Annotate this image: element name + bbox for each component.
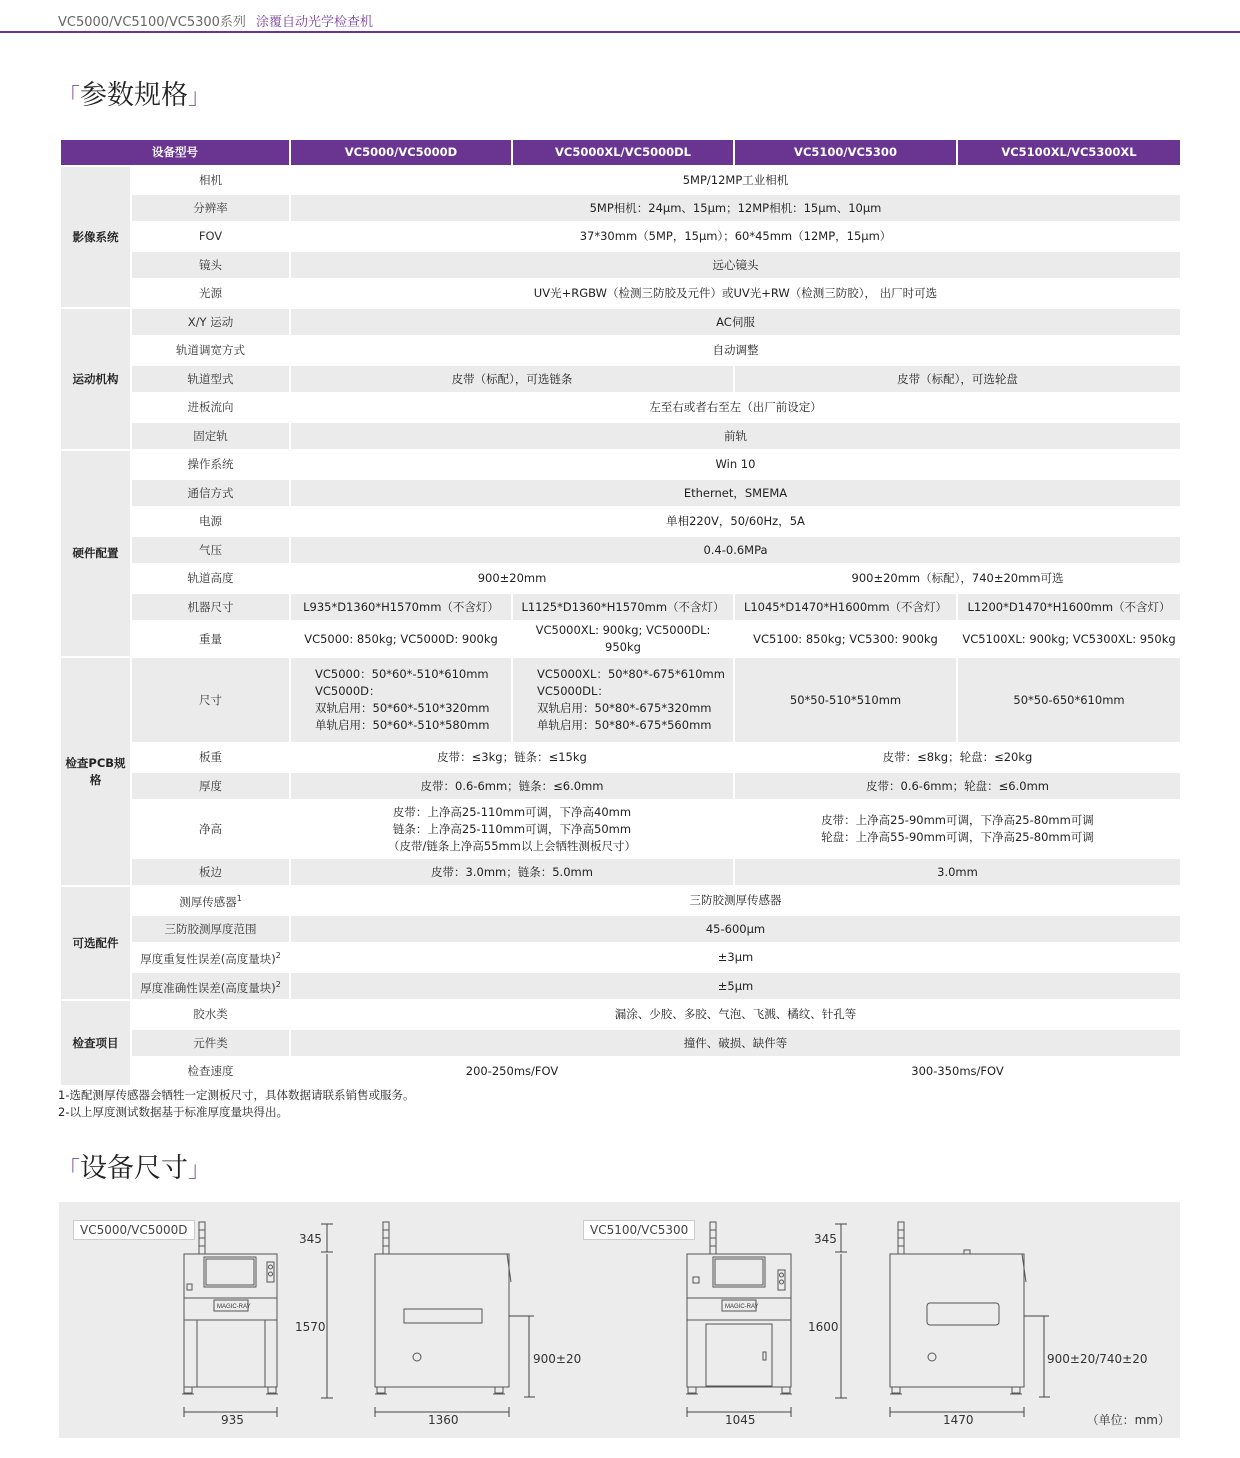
- row-label: 轨道高度: [131, 564, 290, 593]
- table-row: [60, 943, 1181, 972]
- table-row: [60, 915, 1181, 943]
- row-label: 轨道调宽方式: [131, 336, 290, 365]
- footnote-2: 2-以上厚度测试数据基于标准厚度量块得出。: [58, 1105, 288, 1119]
- row-value: 三防胶测厚传感器: [290, 886, 1181, 915]
- row-value: 300-350ms/FOV: [734, 1057, 1181, 1086]
- row-value: Ethernet，SMEMA: [290, 479, 1181, 507]
- row-label: 镜头: [131, 251, 290, 279]
- footnote-1: 1-选配测厚传感器会牺牲一定测板尺寸，具体数据请联系销售或服务。: [58, 1088, 415, 1102]
- row-label: 电源: [131, 507, 290, 536]
- spec-section-title: 「参数规格」: [58, 80, 211, 111]
- dim-height-right: 1600: [808, 1320, 839, 1334]
- row-value: 200-250ms/FOV: [290, 1057, 734, 1086]
- row-label: 气压: [131, 536, 290, 564]
- unit-label: （单位：mm）: [1086, 1413, 1170, 1427]
- row-label: 厚度: [131, 772, 290, 800]
- machine-logo-left: MAGIC-RAY: [217, 1304, 251, 1310]
- row-label: 板边: [131, 858, 290, 886]
- row-value: 皮带（标配），可选轮盘: [734, 365, 1181, 393]
- row-label: 板重: [131, 743, 290, 772]
- dim-depth-right: 1470: [943, 1413, 974, 1427]
- row-label: 分辨率: [131, 194, 290, 222]
- dimension-section-title: 「设备尺寸」: [58, 1153, 211, 1184]
- row-value: 单相220V，50/60Hz，5A: [290, 507, 1181, 536]
- row-value: 前轨: [290, 422, 1181, 450]
- table-row: [60, 1029, 1181, 1057]
- row-label: 三防胶测厚度范围: [131, 915, 290, 943]
- table-row: [60, 365, 1181, 393]
- table-row: [60, 743, 1181, 772]
- row-label: 相机: [131, 166, 290, 194]
- row-value: 自动调整: [290, 336, 1181, 365]
- row-value: 皮带：0.6-6mm；轮盘：≤6.0mm: [734, 772, 1181, 800]
- machine-logo-right: MAGIC-RAY: [725, 1304, 759, 1310]
- row-value: VC5000XL：50*80*-675*610mm VC5000DL： 双轨启用：50*80*-675*320mm 单轨启用：50*80*-675*560mm: [512, 657, 734, 743]
- table-row: [60, 194, 1181, 222]
- dim-width-left: 935: [221, 1413, 244, 1427]
- table-row: [60, 251, 1181, 279]
- product-label: 涂覆自动光学检查机: [255, 15, 373, 30]
- table-row: [60, 657, 1181, 743]
- row-value: 50*50-510*510mm: [734, 657, 957, 743]
- row-value: L1125*D1360*H1570mm（不含灯）: [512, 593, 734, 621]
- spec-table: [59, 138, 1182, 1087]
- footnotes: [58, 1087, 414, 1121]
- row-label: 通信方式: [131, 479, 290, 507]
- row-value: 5MP/12MP工业相机: [290, 166, 1181, 194]
- row-value: 45-600μm: [290, 915, 1181, 943]
- row-label: 光源: [131, 279, 290, 308]
- table-row: [60, 772, 1181, 800]
- row-value: L1200*D1470*H1600mm（不含灯）: [957, 593, 1181, 621]
- dim-width-right: 1045: [725, 1413, 756, 1427]
- header-divider: [0, 31, 1240, 33]
- row-value: 37*30mm（5MP，15μm）；60*45mm（12MP，15μm）: [290, 222, 1181, 251]
- machine-side-right: [890, 1222, 1026, 1394]
- table-row: [60, 536, 1181, 564]
- dim-height-left: 1570: [295, 1320, 326, 1334]
- row-value: 皮带：0.6-6mm；链条：≤6.0mm: [290, 772, 734, 800]
- table-row: [60, 450, 1181, 479]
- row-value: 皮带（标配），可选链条: [290, 365, 734, 393]
- header-model: 设备型号: [60, 139, 290, 166]
- row-label: 重量: [131, 621, 290, 657]
- header-col1: VC5000/VC5000D: [290, 139, 512, 166]
- dim-rail-left: 900±20: [533, 1352, 582, 1366]
- row-label: 测厚传感器$^1$: [131, 886, 290, 915]
- row-label: 机器尺寸: [131, 593, 290, 621]
- row-value: 0.4-0.6MPa: [290, 536, 1181, 564]
- row-value: 50*50-650*610mm: [957, 657, 1181, 743]
- table-row: [60, 336, 1181, 365]
- table-row: [60, 800, 1181, 858]
- category-motion: 运动机构: [60, 308, 131, 450]
- row-value: VC5000XL: 900kg; VC5000DL: 950kg: [512, 621, 734, 657]
- table-row: [60, 1057, 1181, 1086]
- table-row: [60, 308, 1181, 336]
- row-value: ±5μm: [290, 972, 1181, 1000]
- row-label: 净高: [131, 800, 290, 858]
- row-value: Win 10: [290, 450, 1181, 479]
- row-label: 胶水类: [131, 1000, 290, 1029]
- row-label: 进板流向: [131, 393, 290, 422]
- dim-lines-right-side: [890, 1316, 1050, 1417]
- row-value: AC伺服: [290, 308, 1181, 336]
- row-value: VC5100: 850kg; VC5300: 900kg: [734, 621, 957, 657]
- header-col4: VC5100XL/VC5300XL: [957, 139, 1181, 166]
- row-value: L1045*D1470*H1600mm（不含灯）: [734, 593, 957, 621]
- table-row: [60, 393, 1181, 422]
- series-label: VC5000/VC5100/VC5300系列: [58, 15, 246, 30]
- dimension-panel: [59, 1202, 1180, 1438]
- dim-lines-left-side: [375, 1316, 535, 1417]
- row-value: 漏涂、少胶、多胶、气泡、飞溅、橘纹、针孔等: [290, 1000, 1181, 1029]
- row-value: 皮带：≤8kg；轮盘：≤20kg: [734, 743, 1181, 772]
- header-col3: VC5100/VC5300: [734, 139, 957, 166]
- table-row: [60, 1000, 1181, 1029]
- category-imaging: 影像系统: [60, 166, 131, 308]
- row-value: L935*D1360*H1570mm（不含灯）: [290, 593, 512, 621]
- page-header: [58, 11, 373, 30]
- row-value: UV光+RGBW（检测三防胶及元件）或UV光+RW（检测三防胶）， 出厂时可选: [290, 279, 1181, 308]
- category-pcb: 检查PCB规格: [60, 657, 131, 886]
- row-label: 厚度重复性误差(高度量块)$^2$: [131, 943, 290, 972]
- row-value: ±3μm: [290, 943, 1181, 972]
- table-row: [60, 621, 1181, 657]
- row-value: 远心镜头: [290, 251, 1181, 279]
- row-label: 检查速度: [131, 1057, 290, 1086]
- table-row: [60, 222, 1181, 251]
- dim-lamp-right: 345: [814, 1232, 837, 1246]
- table-row: [60, 972, 1181, 1000]
- dim-rail-right: 900±20/740±20: [1047, 1352, 1148, 1366]
- category-hardware: 硬件配置: [60, 450, 131, 657]
- row-value: 5MP相机：24μm、15μm；12MP相机：15μm、10μm: [290, 194, 1181, 222]
- row-value: 皮带：上净高25-110mm可调，下净高40mm 链条：上净高25-110mm可调，下净高50mm （皮带/链条上净高55mm以上会牺牲测板尺寸）: [290, 800, 734, 858]
- model-label-left: VC5000/VC5000D: [73, 1220, 195, 1240]
- model-label-right: VC5100/VC5300: [583, 1220, 695, 1240]
- row-label: FOV: [131, 222, 290, 251]
- table-row: [60, 593, 1181, 621]
- table-row: [60, 479, 1181, 507]
- row-value: 撞件、破损、缺件等: [290, 1029, 1181, 1057]
- category-options: 可选配件: [60, 886, 131, 1000]
- machine-side-left: [375, 1222, 511, 1394]
- row-value: 3.0mm: [734, 858, 1181, 886]
- table-header-row: [60, 139, 1181, 166]
- row-value: VC5000：50*60*-510*610mm VC5000D： 双轨启用：50*60*-510*320mm 单轨启用：50*60*-510*580mm: [290, 657, 512, 743]
- row-label: 轨道型式: [131, 365, 290, 393]
- row-label: 固定轨: [131, 422, 290, 450]
- row-value: VC5000: 850kg; VC5000D: 900kg: [290, 621, 512, 657]
- row-value: 900±20mm: [290, 564, 734, 593]
- row-value: 皮带：≤3kg；链条：≤15kg: [290, 743, 734, 772]
- row-label: 厚度准确性误差(高度量块)$^2$: [131, 972, 290, 1000]
- row-label: X/Y 运动: [131, 308, 290, 336]
- table-row: [60, 507, 1181, 536]
- table-row: [60, 886, 1181, 915]
- row-value: 900±20mm（标配），740±20mm可选: [734, 564, 1181, 593]
- category-items: 检查项目: [60, 1000, 131, 1086]
- row-label: 元件类: [131, 1029, 290, 1057]
- row-label: 尺寸: [131, 657, 290, 743]
- table-row: [60, 422, 1181, 450]
- row-value: 左至右或者右至左（出厂前设定）: [290, 393, 1181, 422]
- row-value: VC5100XL: 900kg; VC5300XL: 950kg: [957, 621, 1181, 657]
- dim-depth-left: 1360: [428, 1413, 459, 1427]
- dim-lamp-left: 345: [299, 1232, 322, 1246]
- table-row: [60, 858, 1181, 886]
- row-label: 操作系统: [131, 450, 290, 479]
- table-row: [60, 279, 1181, 308]
- row-value: 皮带：3.0mm；链条：5.0mm: [290, 858, 734, 886]
- table-row: [60, 166, 1181, 194]
- row-value: 皮带：上净高25-90mm可调，下净高25-80mm可调 轮盘：上净高55-90mm可调，下净高25-80mm可调: [734, 800, 1181, 858]
- header-col2: VC5000XL/VC5000DL: [512, 139, 734, 166]
- table-row: [60, 564, 1181, 593]
